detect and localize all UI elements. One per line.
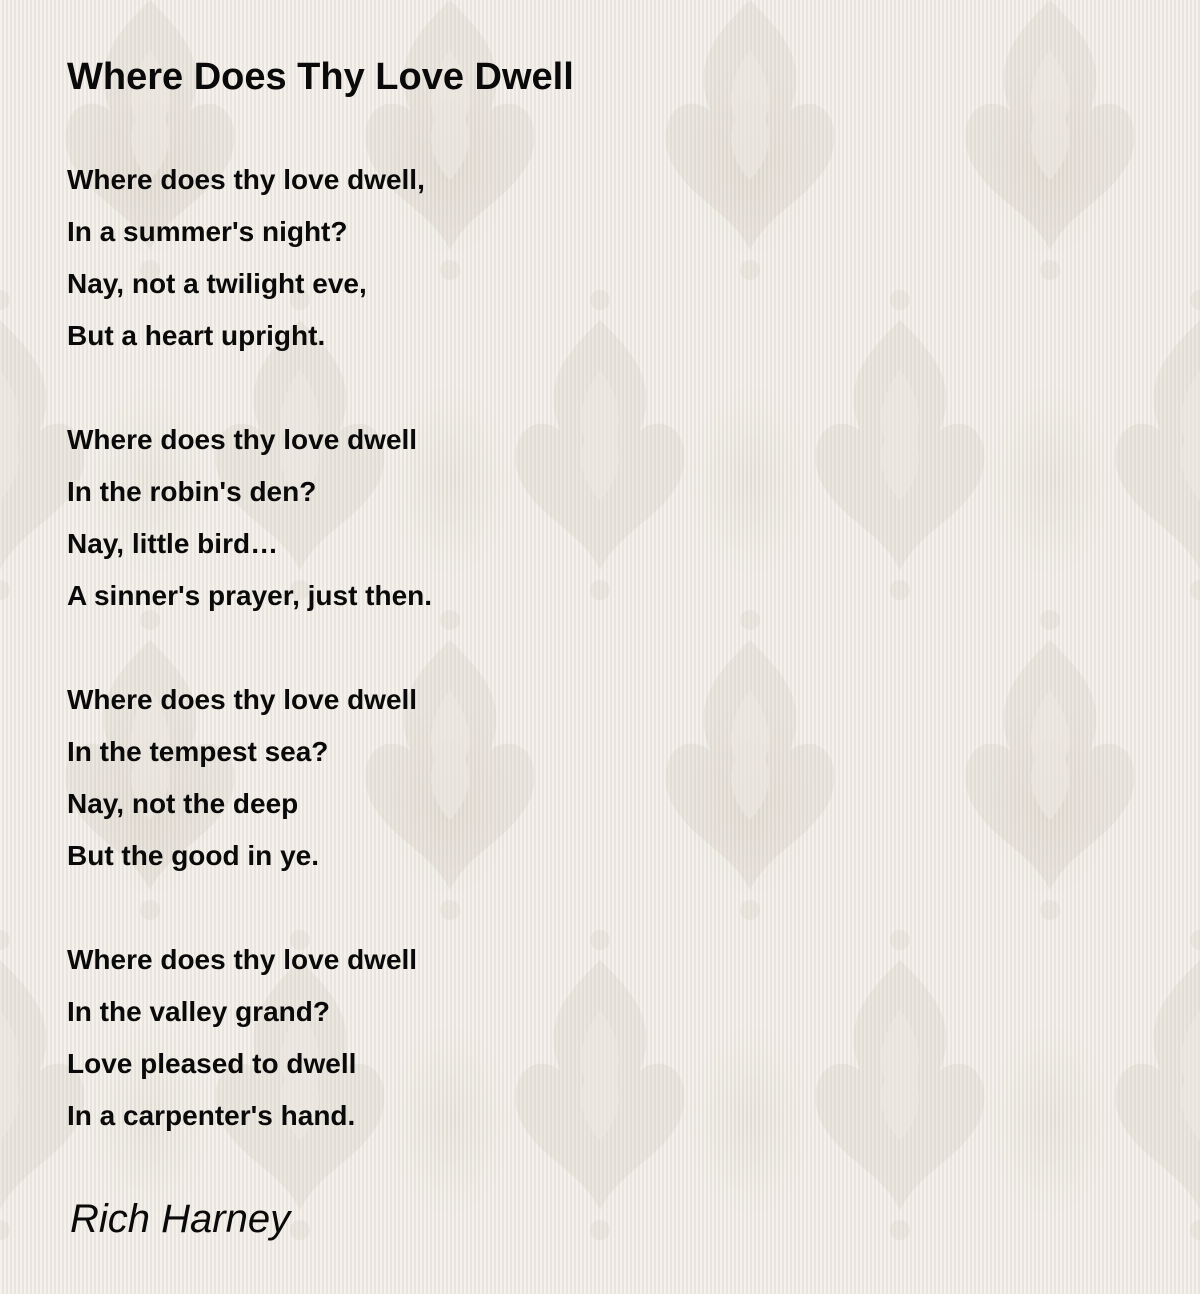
poem-line: Where does thy love dwell (67, 944, 418, 975)
poem-line: In the valley grand? (67, 996, 330, 1027)
poem-author: Rich Harney (70, 1197, 291, 1241)
poem-line: Love pleased to dwell (67, 1048, 357, 1079)
poem-line: Where does thy love dwell (67, 424, 418, 455)
stanza-2 (67, 414, 1067, 622)
poem-line: Where does thy love dwell, (67, 164, 425, 195)
poem-line: But the good in ye. (67, 840, 319, 871)
poem-line: Nay, not a twilight eve, (67, 268, 367, 299)
poem-line: In a summer's night? (67, 216, 348, 247)
stanza-4 (67, 934, 1067, 1142)
stanza-1 (67, 154, 1067, 362)
poem-line: A sinner's prayer, just then. (67, 580, 433, 611)
poem-line: In a carpenter's hand. (67, 1100, 356, 1131)
poem-line: But a heart upright. (67, 320, 326, 351)
poem-line: In the tempest sea? (67, 736, 329, 767)
poem-line: Nay, little bird… (67, 528, 279, 559)
poem-line: In the robin's den? (67, 476, 317, 507)
stanza-3 (67, 674, 1067, 882)
poem-title: Where Does Thy Love Dwell (67, 56, 574, 98)
poem-line: Nay, not the deep (67, 788, 299, 819)
poem-line: Where does thy love dwell (67, 684, 418, 715)
poem-body (67, 154, 1067, 1194)
